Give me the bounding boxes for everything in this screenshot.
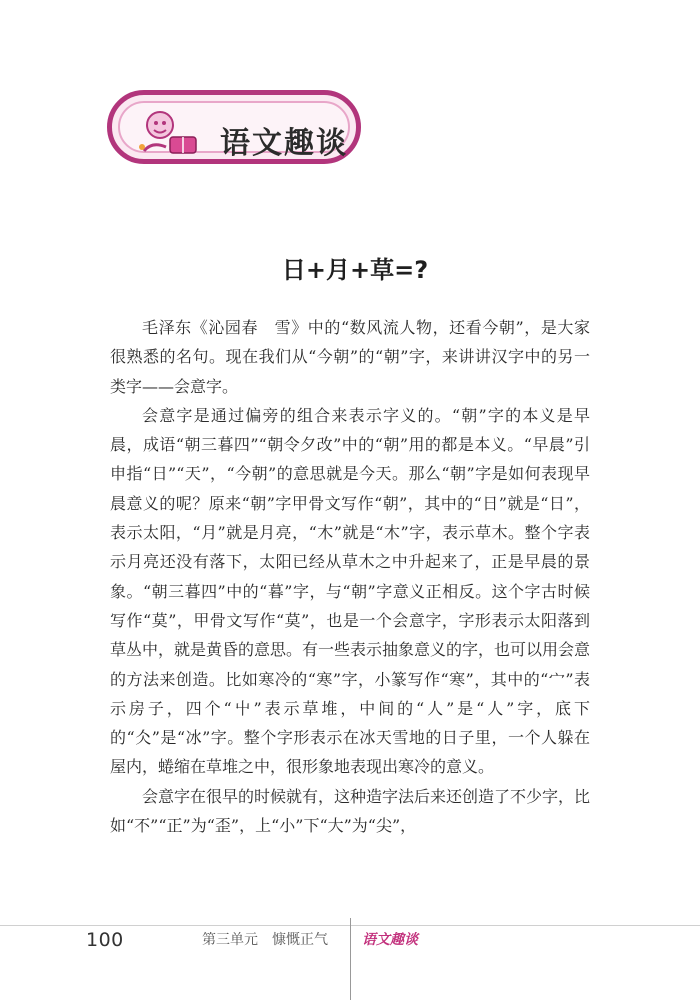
paragraph-2: 会意字是通过偏旁的组合来表示字义的。“朝”字的本义是早晨，成语“朝三暮四”“朝令夕改”中的“朝”用的都是本义。“早晨”引申指“日”“天”，“今朝”的意思就是今天。那么“朝”字是如何表现早晨意义的呢？原来“朝”字甲骨文写作“朝”，其中的“日”就是“日”，表示太阳，“月”就是月亮，“木”就是“木”字，表示草木。整个字表示月亮还没有落下，太阳已经从草木之中升起来了，正是早晨的景象。“朝三暮四”中的“暮”字，与“朝”字意义正相反。这个字古时候写作“莫”，甲骨文写作“莫”，也是一个会意字，字形表示太阳落到草丛中，就是黄昏的意思。有一些表示抽象意义的字，也可以用会意的方法来创造。比如寒冷的“寒”字，小篆写作“寒”，其中的“宀”表示房子，四个“屮”表示草堆，中间的“人”是“人”字，底下的“仌”是“冰”字。整个字形表示在冰天雪地的日子里，一个人躲在屋内，蜷缩在草堆之中，很形象地表现出寒冷的意义。 bbox=[110, 405, 591, 777]
paragraph-1: 毛泽东《沁园春 雪》中的“数风流人物，还看今朝”，是大家很熟悉的名句。现在我们从“今朝”的“朝”字，来讲讲汉字中的另一类字——会意字。 bbox=[110, 318, 590, 396]
reading-figure-icon bbox=[130, 107, 210, 163]
page-number: 100 bbox=[86, 929, 124, 951]
paragraph-3: 会意字在很早的时候就有，这种造字法后来还创造了不少字，比如“不”“正”为“歪”，上“小”下“大”为“尖”， bbox=[110, 786, 591, 836]
unit-label: 第三单元 慷慨正气 bbox=[202, 932, 328, 948]
section-banner bbox=[107, 90, 361, 164]
article-title: 日+月+草=? bbox=[281, 256, 429, 284]
footer-divider bbox=[350, 918, 351, 1000]
article-body bbox=[110, 313, 590, 840]
banner-title: 语文趣谈 bbox=[220, 126, 348, 161]
banner-inner-frame bbox=[118, 101, 350, 161]
section-label: 语文趣谈 bbox=[362, 932, 418, 948]
